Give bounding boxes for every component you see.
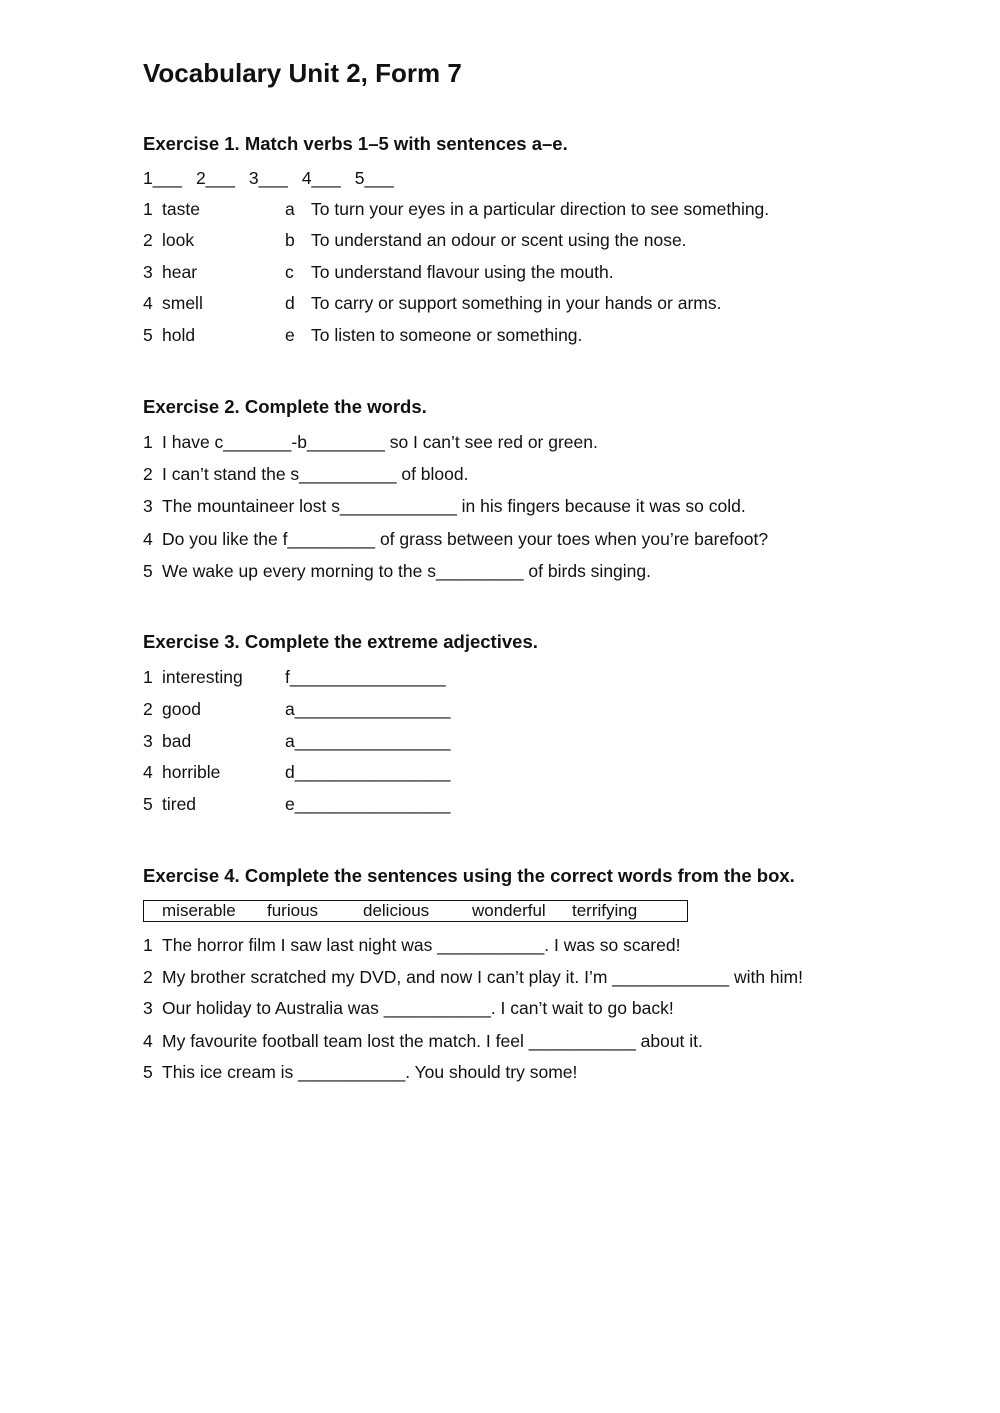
exercise-2-item (143, 431, 598, 453)
verb: smell (162, 293, 203, 313)
exercise-1-item (143, 229, 687, 251)
page-title: Vocabulary Unit 2, Form 7 (143, 58, 462, 88)
item-number: 3 (143, 262, 153, 282)
definition-text: To carry or support something in your hands or arms. (311, 293, 722, 313)
exercise-3-item (143, 793, 451, 815)
sentence-text: My brother scratched my DVD, and now I can’t play it. I’m ____________ with him! (162, 967, 803, 987)
adjective: good (162, 699, 201, 719)
definition-letter: a (285, 199, 295, 219)
exercise-1-item (143, 261, 614, 283)
sentence-text: We wake up every morning to the s_________ of birds singing. (162, 561, 652, 581)
sentence-text: I can’t stand the s__________ of blood. (162, 464, 469, 484)
answer-slot: 4___ (301, 168, 341, 188)
exercise-1-heading: Exercise 1. Match verbs 1–5 with sentences a–e. (143, 133, 568, 154)
exercise-4-item (143, 997, 674, 1019)
answer-blank: d________________ (285, 762, 451, 782)
exercise-2-item (143, 560, 651, 582)
exercise-3-item (143, 730, 451, 752)
sentence-text: This ice cream is ___________. You should try some! (162, 1062, 578, 1082)
item-number: 5 (143, 325, 153, 345)
item-number: 2 (143, 464, 153, 484)
box-word: delicious (363, 901, 430, 920)
sentence-text: I have c_______-b________ so I can’t see red or green. (162, 432, 598, 452)
sentence-text: The mountaineer lost s____________ in his fingers because it was so cold. (162, 496, 746, 516)
box-word: terrifying (572, 901, 638, 920)
definition-text: To understand an odour or scent using the nose. (311, 230, 687, 250)
exercise-1-item (143, 292, 722, 314)
definition-text: To turn your eyes in a particular direction to see something. (311, 199, 770, 219)
exercise-4-item (143, 966, 803, 988)
item-number: 3 (143, 496, 153, 516)
item-number: 2 (143, 967, 153, 987)
item-number: 2 (143, 230, 153, 250)
sentence-text: The horror film I saw last night was ___________. I was so scared! (162, 935, 681, 955)
item-number: 1 (143, 667, 153, 687)
item-number: 4 (143, 762, 153, 782)
adjective: tired (162, 794, 197, 814)
item-number: 3 (143, 731, 153, 751)
sentence-text: Do you like the f_________ of grass between your toes when you’re barefoot? (162, 529, 769, 549)
answer-slot: 3___ (248, 168, 288, 188)
answer-slot: 2___ (195, 168, 235, 188)
exercise-1-item (143, 198, 770, 220)
item-number: 5 (143, 561, 153, 581)
item-number: 4 (143, 529, 153, 549)
exercise-3-item (143, 666, 446, 688)
item-number: 1 (143, 432, 153, 452)
adjective: horrible (162, 762, 221, 782)
sentence-text: My favourite football team lost the match. I feel ___________ about it. (162, 1031, 703, 1051)
item-number: 1 (143, 199, 153, 219)
exercise-3-heading: Exercise 3. Complete the extreme adjectives. (143, 631, 538, 652)
definition-text: To understand flavour using the mouth. (311, 262, 614, 282)
definition-letter: d (285, 293, 295, 313)
item-number: 1 (143, 935, 153, 955)
item-number: 4 (143, 1031, 153, 1051)
exercise-2-heading: Exercise 2. Complete the words. (143, 396, 427, 417)
adjective: interesting (162, 667, 243, 687)
exercise-4-item (143, 1061, 577, 1083)
verb: taste (162, 199, 200, 219)
definition-letter: e (285, 325, 295, 345)
exercise-2-item (143, 528, 768, 550)
verb: hear (162, 262, 198, 282)
box-word: wonderful (472, 901, 546, 920)
item-number: 4 (143, 293, 153, 313)
answer-blank: e________________ (285, 794, 451, 814)
definition-letter: c (285, 262, 294, 282)
exercise-2-item (143, 463, 469, 485)
box-word: miserable (162, 901, 236, 920)
item-number: 2 (143, 699, 153, 719)
exercise-3-item (143, 698, 451, 720)
verb: look (162, 230, 195, 250)
adjective: bad (162, 731, 192, 751)
exercise-2-item (143, 495, 746, 517)
answer-blank: a________________ (285, 699, 451, 719)
answer-slot: 1___ (143, 168, 182, 188)
exercise-1-answer-slots (143, 167, 408, 189)
item-number: 3 (143, 998, 153, 1018)
answer-slot: 5___ (354, 168, 394, 188)
definition-letter: b (285, 230, 295, 250)
exercise-4-item (143, 1030, 703, 1052)
exercise-1-item (143, 324, 583, 346)
sentence-text: Our holiday to Australia was ___________. I can’t wait to go back! (162, 998, 674, 1018)
definition-text: To listen to someone or something. (311, 325, 583, 345)
word-box (143, 900, 688, 922)
answer-blank: a________________ (285, 731, 451, 751)
box-word: furious (267, 901, 319, 920)
item-number: 5 (143, 794, 153, 814)
item-number: 5 (143, 1062, 153, 1082)
exercise-4-item (143, 934, 680, 956)
verb: hold (162, 325, 196, 345)
exercise-3-item (143, 761, 451, 783)
answer-blank: f________________ (285, 667, 446, 687)
exercise-4-heading: Exercise 4. Complete the sentences using the correct words from the box. (143, 865, 795, 886)
